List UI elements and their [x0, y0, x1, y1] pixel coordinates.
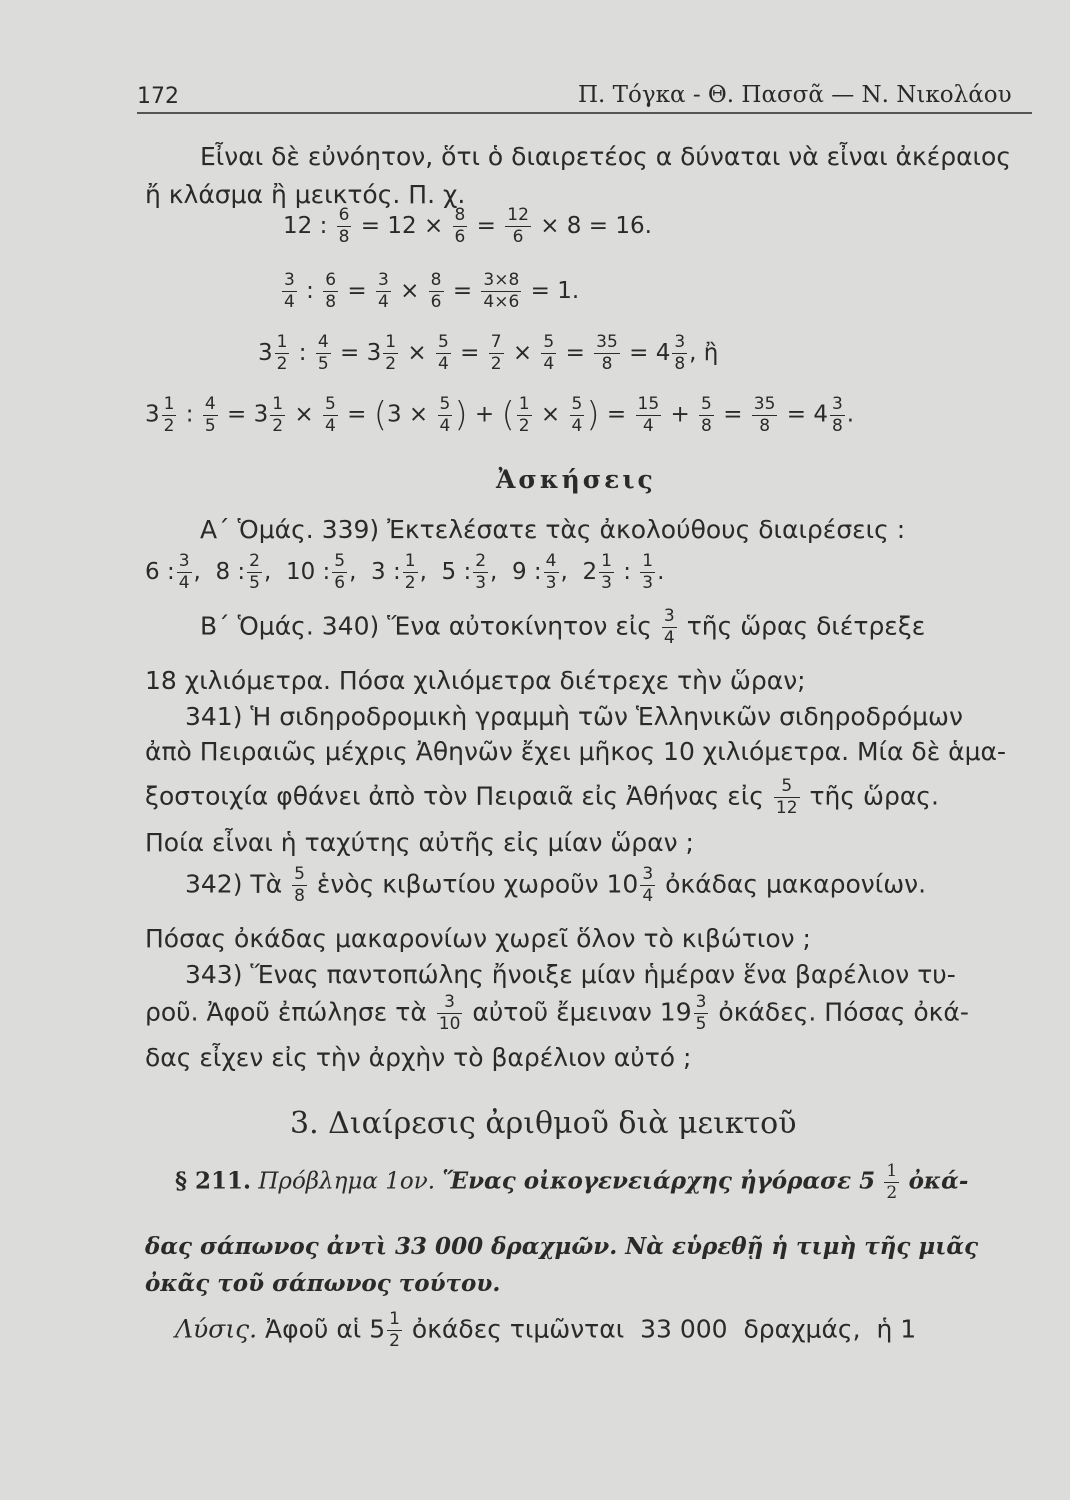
exercise-342-cont: Πόσας ὀκάδας μακαρονίων χωρεῖ ὅλον τὸ κιβώτιον ; [145, 924, 811, 953]
header-rule [137, 112, 1032, 114]
exercise-339-items: 6 : $\frac{3}{4}$ , 8 : $\frac{2}{5}$ , 10 : $\frac{5}{6}$ , 3 : $\frac{1}{2}$ , 5 : $\frac{2}{3}$ , 9 : $\frac{4}{3}$ , 2 $\frac{1}{3}$ : $\frac{1}{3}$ . [145, 551, 665, 593]
intro-line-1: Εἶναι δὲ εὐνόητον, ὅτι ὁ διαιρετέος α δύναται νὰ εἶναι ἀκέραιος [200, 142, 1011, 171]
exercise-340-cont: 18 χιλιόμετρα. Πόσα χιλιόμετρα διέτρεχε τὴν ὥραν; [145, 666, 806, 695]
page-number: 172 [137, 84, 179, 109]
exercise-343-line-1: 343) Ἕνας παντοπώλης ἤνοιξε μίαν ἡμέραν ἕνα βαρέλιον τυ- [185, 960, 956, 989]
fraction: $\frac{12}{6}$ [507, 205, 529, 247]
fraction: $\frac{6}{8}$ [338, 205, 350, 247]
fraction: $\frac{8}{6}$ [454, 205, 466, 247]
exercise-342: 342) Τὰ $\frac{5}{8}$ ἑνὸς κιβωτίου χωροῦν 10 $\frac{3}{4}$ ὀκάδας μακαρονίων. [185, 864, 927, 906]
problem-line-3: ὀκᾶς τοῦ σάπωνος τούτου. [145, 1270, 501, 1297]
exercise-343-line-3: δας εἶχεν εἰς τὴν ἀρχὴν τὸ βαρέλιον αὐτό ; [145, 1043, 692, 1072]
exercise-341-line-1: 341) Ἡ σιδηροδρομικὴ γραμμὴ τῶν Ἑλληνικῶν σιδηροδρόμων [185, 702, 963, 731]
problem-line-2: δας σάπωνος ἀντὶ 33 000 δραχμῶν. Νὰ εὑρεθῇ ἡ τιμὴ τῆς μιᾶς [145, 1233, 979, 1260]
exercise-340: Β΄ Ὁμάς. 340) Ἕνα αὐτοκίνητον εἰς $\frac{3}{4}$ τῆς ὥρας διέτρεξε [200, 606, 926, 648]
example-2: $\frac{3}{4}$ : $\frac{6}{8}$ = $\frac{3}{4}$ × $\frac{8}{6}$ = $\frac{3\times 8}{4\times 6}$ = 1. [284, 270, 580, 312]
exercise-341-line-4: Ποία εἶναι ἡ ταχύτης αὐτῆς εἰς μίαν ὥραν ; [145, 828, 694, 857]
problem-line-1: § 211. Πρόβλημα 1ον. Ἕνας οἰκογενειάρχης ἠγόρασε 5 $\frac{1}{2}$ ὀκά- [175, 1161, 969, 1203]
exercise-341-line-2: ἀπὸ Πειραιῶς μέχρις Ἀθηνῶν ἔχει μῆκος 10 χιλιόμετρα. Μία δὲ ἁμα- [145, 737, 1007, 766]
solution-line: Λύσις. Ἀφοῦ αἱ 5 $\frac{1}{2}$ ὀκάδες τιμῶνται 33 000 δραχμάς, ἡ 1 [175, 1309, 917, 1351]
exercises-title: Ἀσκήσεις [496, 465, 656, 494]
example-1: 12 : $\frac{6}{8}$ = 12 × $\frac{8}{6}$ = $\frac{12}{6}$ × 8 = 16. [283, 205, 652, 247]
exercise-341-line-3: ξοστοιχία φθάνει ἀπὸ τὸν Πειραιᾶ εἰς Ἀθήνας εἰς $\frac{5}{12}$ τῆς ὥρας. [145, 776, 939, 818]
intro-line-2: ἤ κλάσμα ἢ μεικτός. Π. χ. [145, 180, 466, 209]
section-title: 3. Διαίρεσις ἀριθμοῦ διὰ μεικτοῦ [290, 1106, 797, 1141]
exercise-339: Α΄ Ὁμάς. 339) Ἐκτελέσατε τὰς ἀκολούθους διαιρέσεις : [200, 515, 906, 544]
running-header: Π. Τόγκα - Θ. Πασσᾶ — Ν. Νικολάου [578, 82, 1012, 108]
example-3: 3 $\frac{1}{2}$ : $\frac{4}{5}$ = 3 $\frac{1}{2}$ × $\frac{5}{4}$ = $\frac{7}{2}$ × $\frac{5}{4}$ = $\frac{35}{8}$ = 4 $\frac{3}{8}$ , ἢ [258, 332, 719, 374]
example-4: 3 $\frac{1}{2}$ : $\frac{4}{5}$ = 3 $\frac{1}{2}$ × $\frac{5}{4}$ = (3 × $\frac{5}{4}$ ) + ( $\frac{1}{2}$ × $\frac{5}{4}$ ) = $\frac{15}{4}$ + $\frac{5}{8}$ = $\frac{35}{8}$ = 4 $\frac{3}{8}$ . [145, 393, 855, 436]
exercise-343-line-2: ροῦ. Ἀφοῦ ἐπώλησε τὰ $\frac{3}{10}$ αὐτοῦ ἔμειναν 19 $\frac{3}{5}$ ὀκάδες. Πόσας ὀκά- [145, 992, 969, 1034]
